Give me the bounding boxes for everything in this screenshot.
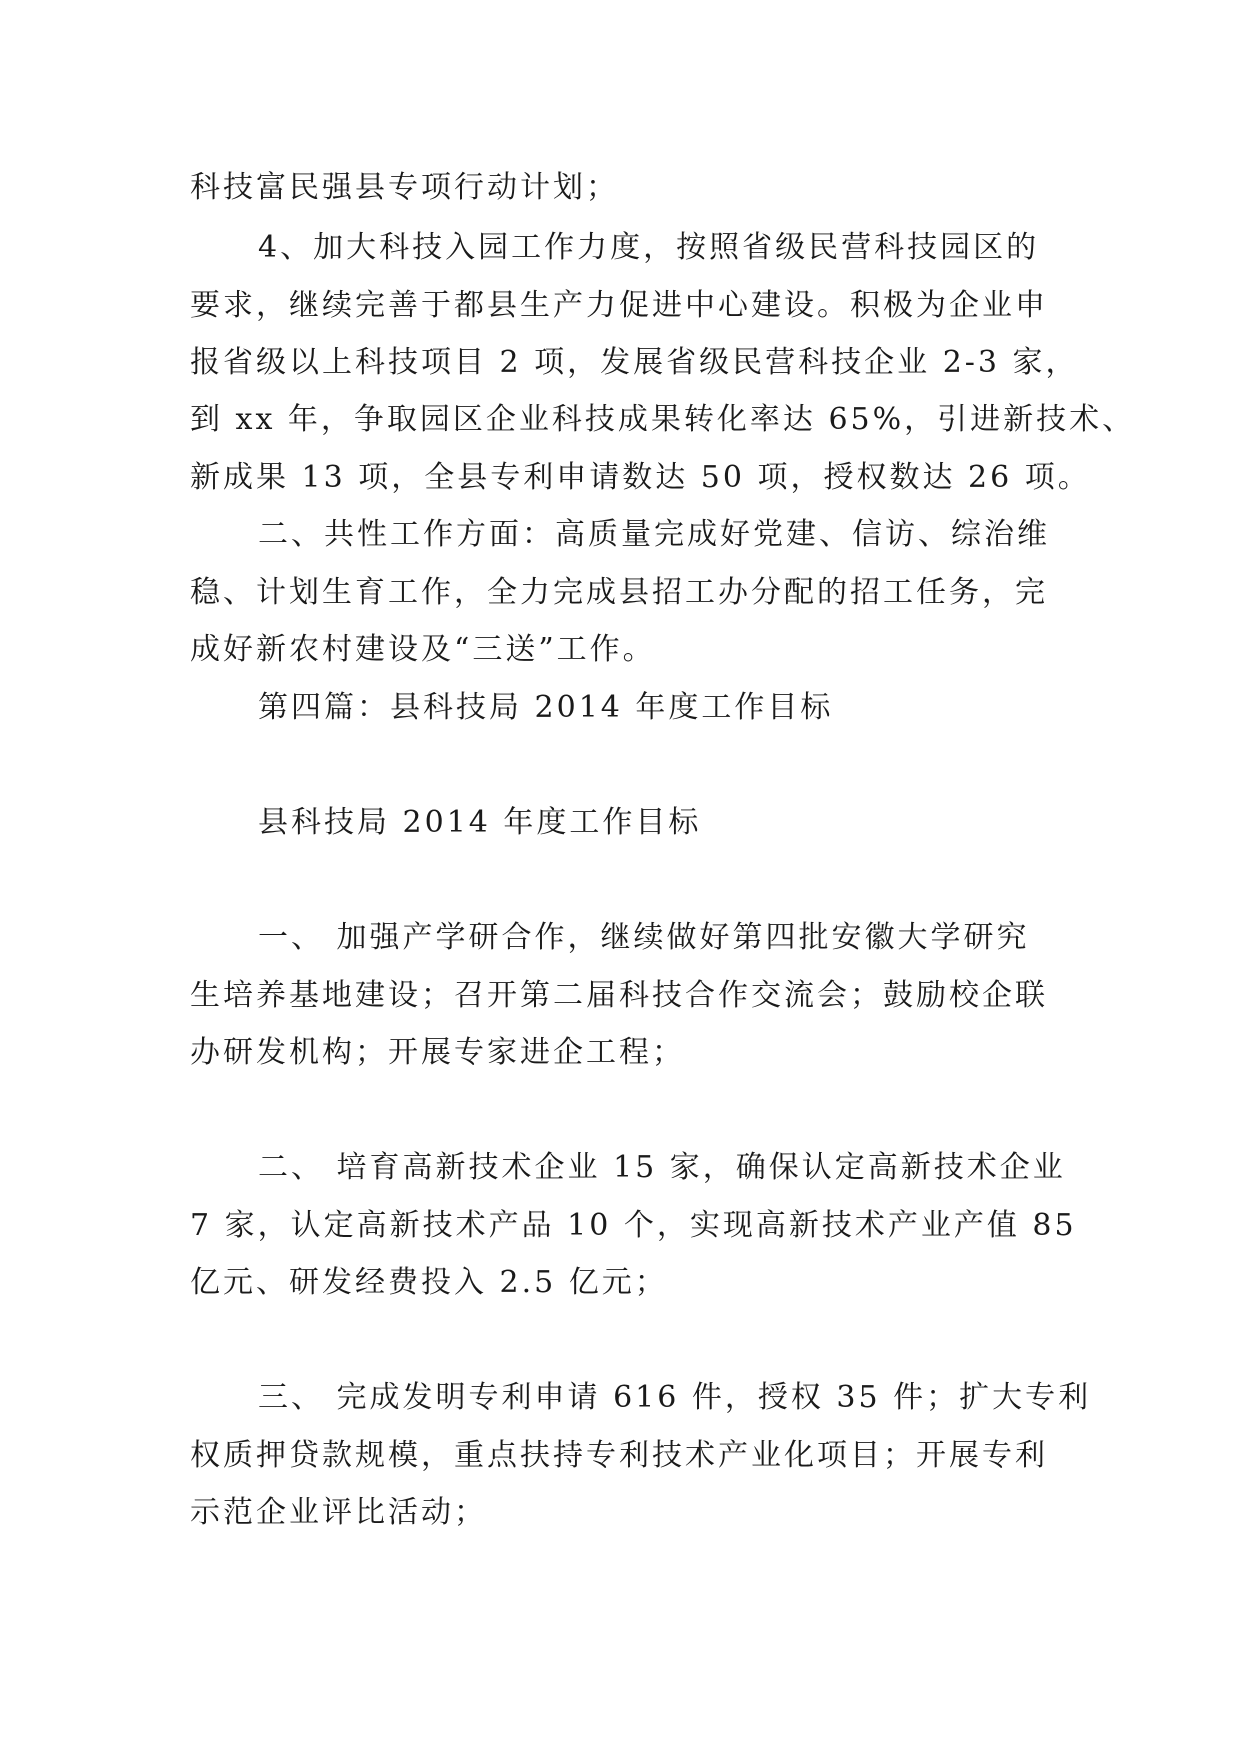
paragraph-line: 新成果 13 项，全县专利申请数达 50 项，授权数达 26 项。 <box>190 460 1091 495</box>
paragraph-line: 权质押贷款规模，重点扶持专利技术产业化项目；开展专利 <box>190 1438 1048 1473</box>
paragraph-line: 生培养基地建设；召开第二届科技合作交流会；鼓励校企联 <box>190 978 1048 1013</box>
section-heading: 第四篇：县科技局 2014 年度工作目标 <box>258 690 834 725</box>
paragraph-line: 到 xx 年，争取园区企业科技成果转化率达 65%，引进新技术、 <box>190 402 1136 437</box>
paragraph-line: 成好新农村建设及“三送”工作。 <box>190 632 656 667</box>
paragraph-line: 二、共性工作方面：高质量完成好党建、信访、综治维 <box>258 517 1050 552</box>
paragraph-line: 7 家，认定高新技术产品 10 个，实现高新技术产业产值 85 <box>190 1208 1077 1243</box>
paragraph-line: 一、 加强产学研合作，继续做好第四批安徽大学研究 <box>258 920 1030 955</box>
paragraph-line: 报省级以上科技项目 2 项，发展省级民营科技企业 2-3 家， <box>190 345 1079 380</box>
paragraph-line: 二、 培育高新技术企业 15 家，确保认定高新技术企业 <box>258 1150 1066 1185</box>
paragraph-line: 4、加大科技入园工作力度，按照省级民营科技园区的 <box>258 230 1040 265</box>
paragraph-line: 要求，继续完善于都县生产力促进中心建设。积极为企业申 <box>190 288 1048 323</box>
paragraph-line: 办研发机构；开展专家进企工程； <box>190 1035 685 1070</box>
paragraph-line: 稳、计划生育工作，全力完成县招工办分配的招工任务，完 <box>190 575 1048 610</box>
paragraph-line: 科技富民强县专项行动计划； <box>190 170 619 205</box>
paragraph-line: 三、 完成发明专利申请 616 件，授权 35 件；扩大专利 <box>258 1380 1092 1415</box>
document-title: 县科技局 2014 年度工作目标 <box>258 805 702 840</box>
paragraph-line: 示范企业评比活动； <box>190 1495 487 1530</box>
paragraph-line: 亿元、研发经费投入 2.5 亿元； <box>190 1265 668 1300</box>
